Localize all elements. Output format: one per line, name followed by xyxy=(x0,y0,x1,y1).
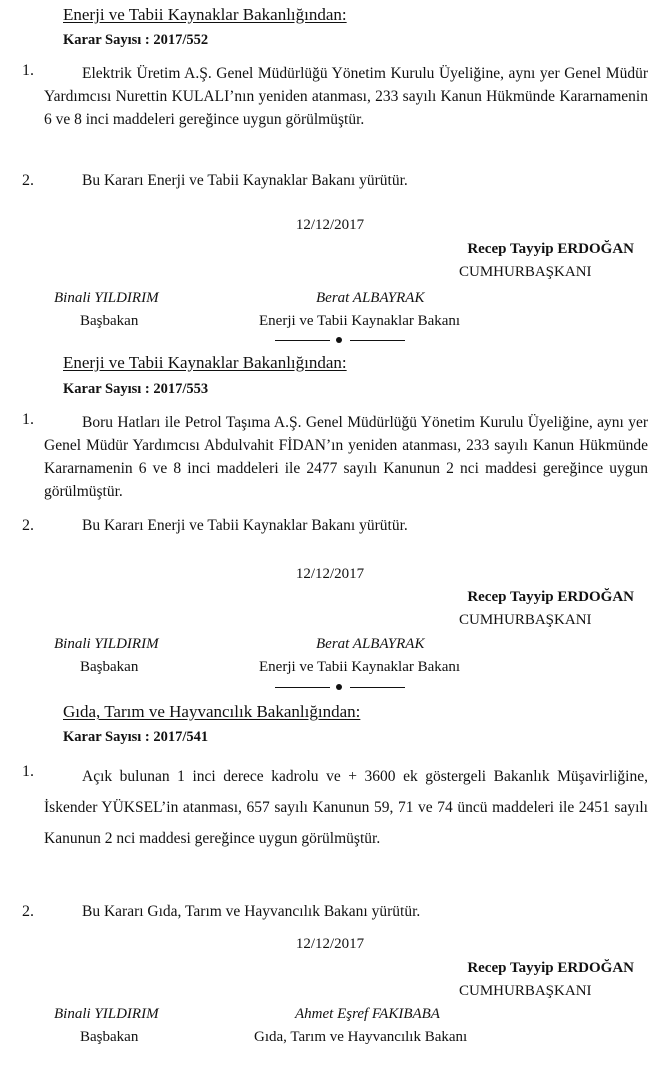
signatory-role: Enerji ve Tabii Kaynaklar Bakanı xyxy=(259,659,461,675)
ministry-heading: Enerji ve Tabii Kaynaklar Bakanlığından: xyxy=(63,353,347,372)
signatory-name: Binali YILDIRIM xyxy=(54,636,159,652)
signatory-name: Berat ALBAYRAK xyxy=(316,636,425,652)
section-separator xyxy=(275,682,405,692)
signatory-role: Gıda, Tarım ve Hayvancılık Bakanı xyxy=(254,1029,468,1045)
decision-date: 12/12/2017 xyxy=(295,217,365,233)
item-text: Boru Hatları ile Petrol Taşıma A.Ş. Genel Müdürlüğü Yönetim Kurulu Üyeliğine, aynı yer Genel Müdür Yardımcısı Abdulvahit FİDAN’ın yeniden atanması, 233 sayılı Kanun Hükmünde Kararnamenin 6 ve 8 inci maddeleri ile 2477 sayılı Kanunun 2 nci maddesi gereğince uygun görülmüştür. xyxy=(44,414,648,500)
decision-date: 12/12/2017 xyxy=(295,936,365,952)
ministry-heading: Enerji ve Tabii Kaynaklar Bakanlığından: xyxy=(63,5,347,24)
item-text: Bu Kararı Enerji ve Tabii Kaynaklar Bakanı yürütür. xyxy=(82,517,408,534)
signatory-name: Binali YILDIRIM xyxy=(54,290,159,306)
section-separator xyxy=(275,335,405,345)
signatory-role: Başbakan xyxy=(80,1029,139,1045)
decision-number: Karar Sayısı : 2017/553 xyxy=(63,381,209,397)
item-text: Açık bulunan 1 inci derece kadrolu ve + 3600 ek göstergeli Bakanlık Müşavirliğine, İskender YÜKSEL’in atanması, 657 sayılı Kanunun 59, 71 ve 74 üncü maddeleri ile 2451 sayılı Kanunun 2 nci maddesi gereğince uygun görülmüştür. xyxy=(44,768,648,847)
item-number: 2. xyxy=(22,517,34,534)
item-number: 2. xyxy=(22,172,34,189)
signatory-name: Berat ALBAYRAK xyxy=(316,290,425,306)
item-text: Elektrik Üretim A.Ş. Genel Müdürlüğü Yönetim Kurulu Üyeliğine, aynı yer Genel Müdür Yardımcısı Nurettin KULALI’nın yeniden atanması, 233 sayılı Kanun Hükmünde Kararnamenin 6 ve 8 inci maddeleri gereğince uygun görülmüştür. xyxy=(44,65,648,128)
president-title: CUMHURBAŞKANI xyxy=(459,612,592,628)
decision-number: Karar Sayısı : 2017/541 xyxy=(63,729,209,745)
item-number: 1. xyxy=(22,62,34,79)
item-number: 1. xyxy=(22,411,34,428)
signatory-name: Ahmet Eşref FAKIBABA xyxy=(295,1006,440,1022)
president-title: CUMHURBAŞKANI xyxy=(459,264,592,280)
president-name: Recep Tayyip ERDOĞAN xyxy=(467,589,634,605)
item-text: Bu Kararı Enerji ve Tabii Kaynaklar Bakanı yürütür. xyxy=(82,172,408,189)
signatory-role: Başbakan xyxy=(80,659,139,675)
decision-date: 12/12/2017 xyxy=(295,566,365,582)
ministry-heading: Gıda, Tarım ve Hayvancılık Bakanlığından: xyxy=(63,702,361,721)
signatory-role: Başbakan xyxy=(80,313,139,329)
signatory-role: Enerji ve Tabii Kaynaklar Bakanı xyxy=(259,313,461,329)
item-number: 1. xyxy=(22,763,34,780)
president-title: CUMHURBAŞKANI xyxy=(459,983,592,999)
decision-number: Karar Sayısı : 2017/552 xyxy=(63,32,209,48)
president-name: Recep Tayyip ERDOĞAN xyxy=(467,960,634,976)
signatory-name: Binali YILDIRIM xyxy=(54,1006,159,1022)
president-name: Recep Tayyip ERDOĞAN xyxy=(467,241,634,257)
item-number: 2. xyxy=(22,903,34,920)
item-text: Bu Kararı Gıda, Tarım ve Hayvancılık Bakanı yürütür. xyxy=(82,903,421,920)
